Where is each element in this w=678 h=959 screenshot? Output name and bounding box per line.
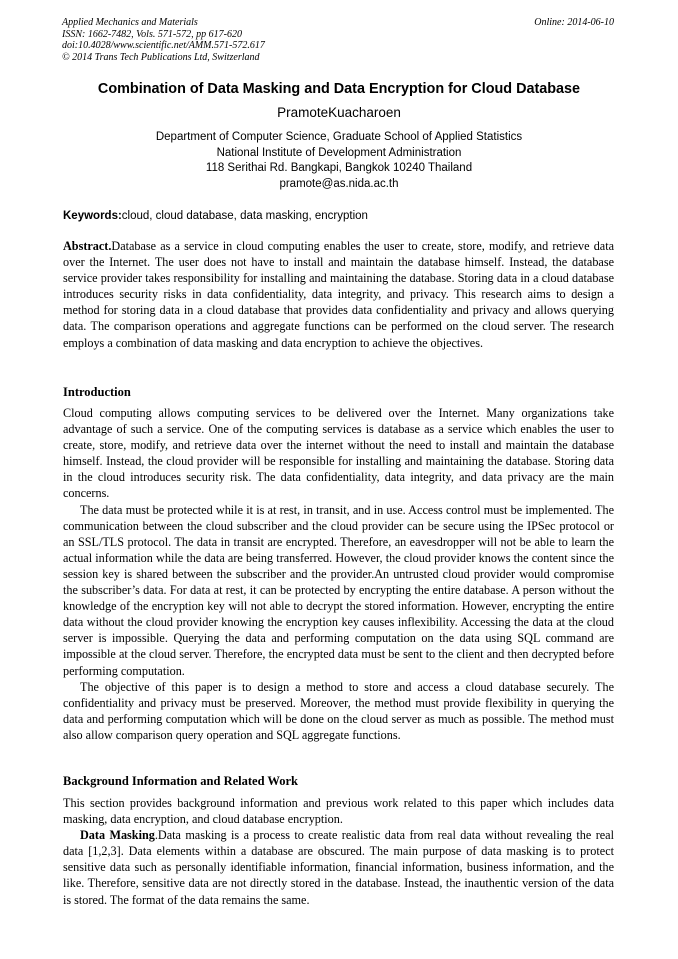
keywords-line bbox=[63, 209, 368, 224]
intro-paragraph-3: The objective of this paper is to design a method to store and access a cloud database securely. The confidentiality and privacy must be preserved. Moreover, the method must provide flexibility in querying the data and performing computation which will be done on the cloud server as much as possible. The method must also allow comparison query operation and SQL aggregate functions. bbox=[63, 679, 614, 742]
affiliation-address: 118 Serithai Rd. Bangkapi, Bangkok 10240 Thailand bbox=[205, 162, 473, 174]
abstract-block bbox=[63, 238, 614, 351]
background-paragraph-1: This section provides background information and previous work related to this paper which includes data masking, data encryption, and cloud database encryption. bbox=[63, 796, 614, 827]
data-masking-text: .Data masking is a process to create realistic data from real data without revealing the real data [1,2,3]. Data elements within a database are obscured. The main purpose of data masking is to protect sensitive data such as personally identifiable information, financial information, business information, and the like. Therefore, sensitive data are not directly stored in the database. Instead, the inauthentic version of the data is stored. The format of the data remains the same. bbox=[63, 828, 614, 907]
abstract-text: Database as a service in cloud computing enables the user to create, store, modify, and retrieve data over the Internet. The user does not have to install and maintain the database himself. Instead, the database service provider takes responsibility for installing and maintaining the database. Storing data in a cloud database introduces security risks in data confidentiality, data integrity, and privacy. This research aims to design a method for storing data in a cloud database that provides data confidentiality and privacy and allows querying data. The comparison operations and aggregate functions can be performed on the cloud server. The research employs a combination of data masking and data encryption to achieve the objectives. bbox=[63, 239, 614, 350]
author-name: PramoteKuacharoen bbox=[277, 105, 401, 120]
abstract-paragraph bbox=[63, 238, 614, 351]
online-date: Online: 2014-06-10 bbox=[534, 17, 614, 28]
abstract-label: Abstract. bbox=[63, 239, 112, 253]
background-heading: Background Information and Related Work bbox=[63, 774, 298, 788]
doi-line: doi:10.4028/www.scientific.net/AMM.571-572.617 bbox=[62, 40, 265, 52]
paper-title: Combination of Data Masking and Data Encryption for Cloud Database bbox=[97, 81, 581, 97]
author-email: pramote@as.nida.ac.th bbox=[279, 177, 399, 190]
copyright-line: © 2014 Trans Tech Publications Ltd, Switzerland bbox=[62, 51, 260, 63]
intro-paragraph-2: The data must be protected while it is at rest, in transit, and in use. Access control must be implemented. The communication between the cloud subscriber and the cloud provider can be secure using the IPSec protocol or an SSL/TLS protocol. The data in transit are encrypted. Therefore, an eavesdropper will not be able to learn the actual information while the data are being transferred. However, the cloud provider knows the content since the session key is shared between the subscriber and the provider.An untrusted cloud provider would compromise the subscriber’s data. For data at rest, it can be protected by encrypting the entire database. A person without the knowledge of the encryption key will not able to decrypt the stored information. However, encrypting the entire data without the cloud provider knowing the encryption key causes inflexibility. Accessing the data at the cloud server is impossible. Querying the data and performing computation on the data using SQL command are impossible at the cloud server. Therefore, the encrypted data must be sent to the client and then decrypted before performing computation. bbox=[63, 502, 614, 678]
affiliation-block bbox=[40, 130, 638, 192]
background-paragraph-2 bbox=[63, 827, 614, 907]
affiliation-institute: National Institute of Development Administration bbox=[216, 146, 462, 159]
intro-paragraph-1: Cloud computing allows computing services to be delivered over the Internet. Many organizations take advantage of such a service. One of the computing services is database as a service which enables the user to create, store, modify, and retrieve data over the internet without the need to install and maintain the database himself. Instead, the cloud provider will be responsible for installing and maintaining the database. Storing data in the cloud introduces security risk. The data confidentiality, data integrity, and data privacy are the main concerns. bbox=[63, 406, 614, 501]
journal-header bbox=[62, 17, 265, 63]
background-body bbox=[63, 795, 614, 908]
keywords-text: cloud, cloud database, data masking, encryption bbox=[121, 210, 368, 222]
introduction-body bbox=[63, 405, 614, 743]
affiliation-department: Department of Computer Science, Graduate School of Applied Statistics bbox=[155, 131, 523, 143]
data-masking-label: Data Masking bbox=[80, 828, 155, 843]
introduction-heading: Introduction bbox=[63, 385, 131, 399]
journal-name: Applied Mechanics and Materials bbox=[62, 17, 198, 28]
issn-line: ISSN: 1662-7482, Vols. 571-572, pp 617-620 bbox=[62, 28, 242, 40]
keywords-label: Keywords: bbox=[63, 210, 122, 222]
